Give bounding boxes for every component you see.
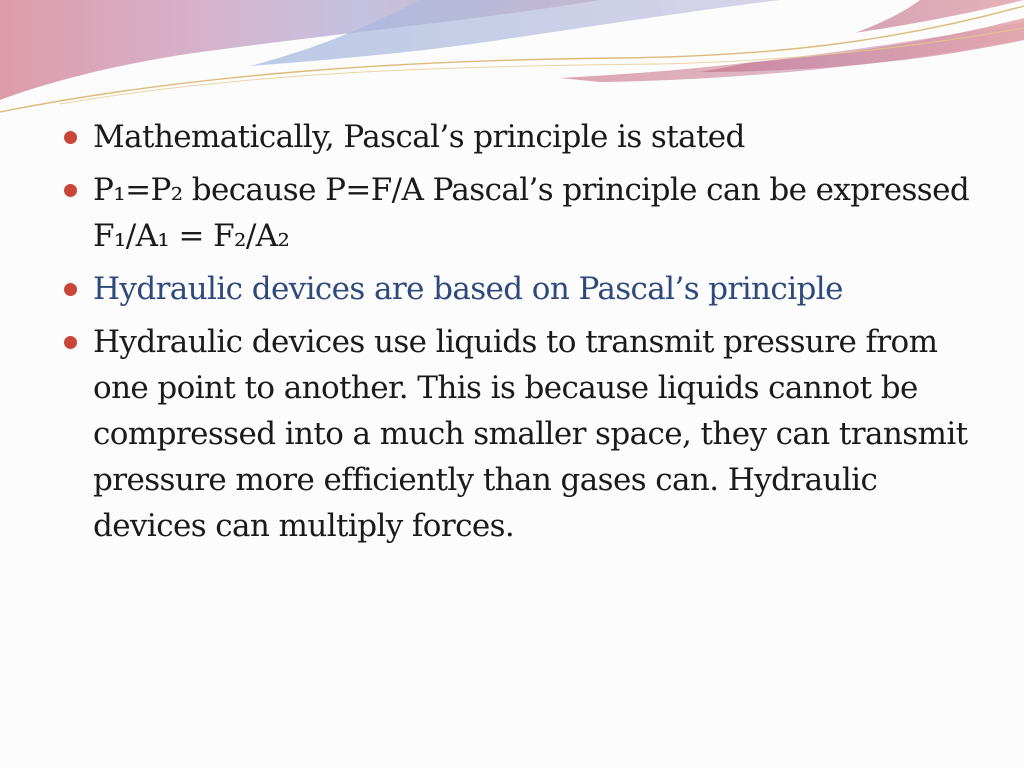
header-swoosh-decoration [0, 0, 1024, 120]
bullet-dot-icon [64, 283, 77, 296]
bullet-item [64, 114, 984, 160]
bullet-item-highlighted [64, 266, 984, 312]
bullet-list [64, 114, 984, 556]
bullet-text: Hydraulic devices are based on Pascal’s principle [93, 271, 843, 307]
bullet-dot-icon [64, 131, 77, 144]
bullet-text: P₁=P₂ because P=F/A Pascal’s principle can be expressed F₁/A₁ = F₂/A₂ [93, 172, 970, 254]
bullet-text: Hydraulic devices use liquids to transmit pressure from one point to another. This is because liquids cannot be compressed into a much smaller space, they can transmit pressure more efficiently than gases can. Hydraulic devices can multiply forces. [93, 324, 968, 544]
bullet-dot-icon [64, 336, 77, 349]
bullet-dot-icon [64, 184, 77, 197]
bullet-text: Mathematically, Pascal’s principle is stated [93, 119, 745, 155]
bullet-item [64, 319, 984, 549]
bullet-item [64, 167, 984, 259]
